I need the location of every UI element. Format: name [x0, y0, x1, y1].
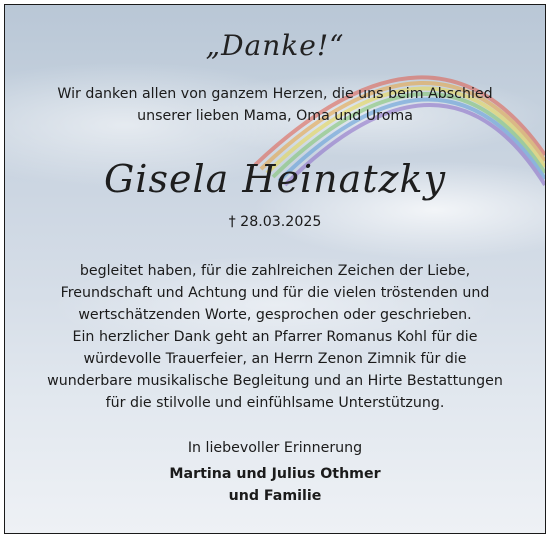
signer-line: Martina und Julius Othmer	[169, 466, 381, 482]
signer-line: und Familie	[228, 488, 322, 504]
body-line: Ein herzlicher Dank geht an Pfarrer Romanus Kohl für die	[72, 329, 478, 345]
body-line: begleitet haben, für die zahlreichen Zeichen der Liebe,	[79, 263, 471, 279]
deceased-name: Gisela Heinatzky	[103, 157, 447, 201]
body-line: wunderbare musikalische Begleitung und an Hirte Bestattungen	[47, 373, 503, 389]
body-line: Freundschaft und Achtung und für die vielen tröstenden und	[60, 285, 490, 301]
intro-text	[5, 83, 545, 127]
body-line: für die stilvolle und einfühlsame Unterstützung.	[105, 395, 445, 411]
obituary-card	[4, 4, 546, 534]
closing-line: In liebevoller Erinnerung	[187, 440, 363, 456]
signers	[5, 463, 545, 507]
thanks-body	[5, 260, 545, 414]
body-line: wertschätzenden Worte, gesprochen oder geschrieben.	[78, 307, 472, 323]
intro-line: unserer lieben Mama, Oma und Uroma	[137, 108, 413, 124]
death-date: † 28.03.2025	[228, 214, 322, 230]
intro-line: Wir danken allen von ganzem Herzen, die uns beim Abschied	[57, 86, 493, 102]
body-line: würdevolle Trauerfeier, an Herrn Zenon Zimnik für die	[83, 351, 467, 367]
thank-you-heading: „Danke!“	[205, 29, 345, 62]
